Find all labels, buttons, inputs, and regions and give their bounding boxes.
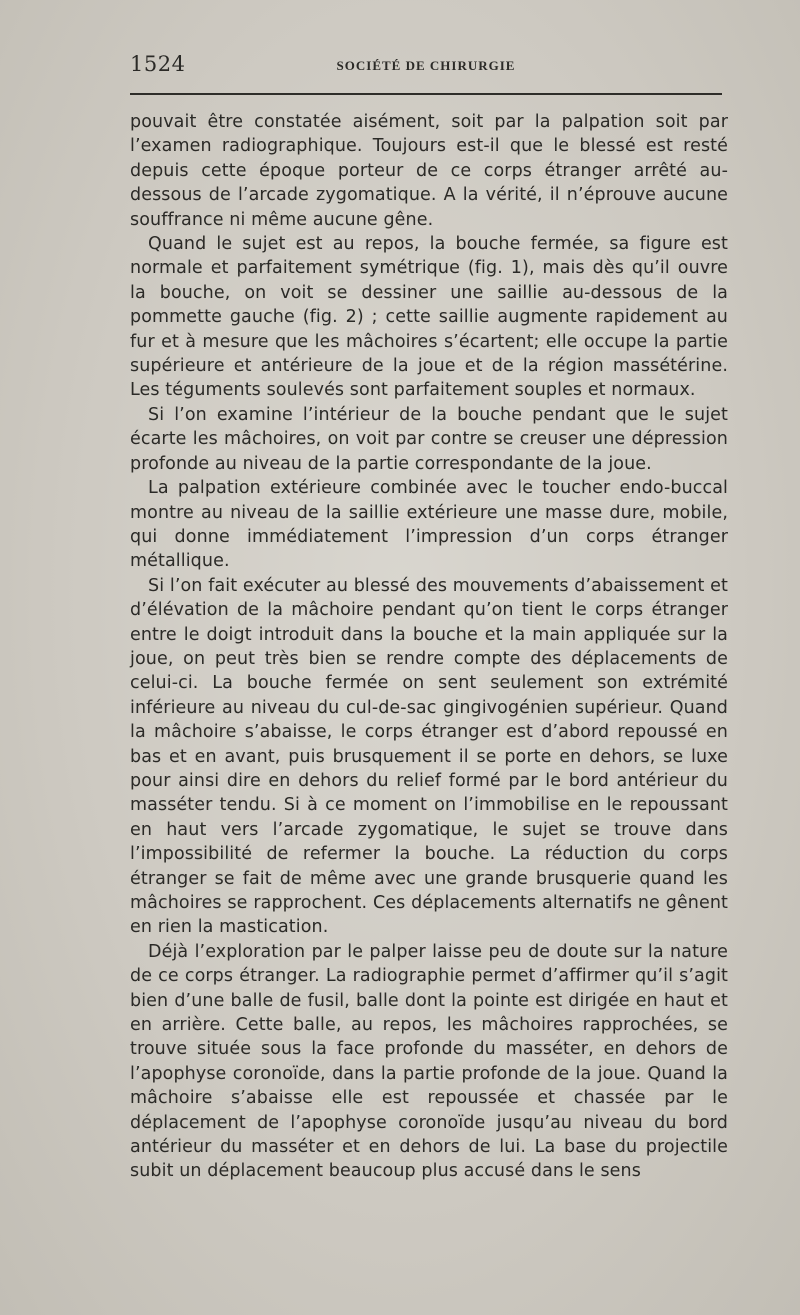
running-head: SOCIÉTÉ DE CHIRURGIE <box>336 58 516 73</box>
paragraph-1: pouvait être constatée aisément, soit par la palpation soit par l’examen radiographique. Toujours est-il que le blessé est resté depuis cette époque porteur de ce corps étranger arrêté au-dessous de l’arcade zygomatique. A la vérité, il n’éprouve aucune souffrance ni même aucune gêne. <box>130 112 728 230</box>
page-number: 1524 <box>130 52 186 76</box>
paragraph-4: La palpation extérieure combinée avec le toucher endo-buccal montre au niveau de la saillie extérieure une masse dure, mobile, qui donne immédiatement l’impression d’un corps étranger métallique. <box>130 478 728 572</box>
page-header <box>130 52 722 82</box>
paragraph-3: Si l’on examine l’intérieur de la bouche pendant que le sujet écarte les mâchoires, on voit par contre se creuser une dépression profonde au niveau de la partie correspondante de la joue. <box>130 404 728 474</box>
paragraph-5: Si l’on fait exécuter au blessé des mouvements d’abaissement et d’élévation de la mâchoire pendant qu’on tient le corps étranger entre le doigt introduit dans la bouche et la main appliquée sur la joue, on peut très bien se rendre compte des déplacements de celui-ci. La bouche fermée on sent seulement son extrémité inférieure au niveau du cul-de-sac gingivogénien supérieur. Quand la mâchoire s’abaisse, le corps étranger est d’abord repoussé en bas et en avant, puis brusquement il se porte en dehors, se luxe pour ainsi dire en dehors du relief formé par le bord antérieur du masséter tendu. Si à ce moment on l’immobilise en le repoussant en haut vers l’arcade zygomatique, le sujet se trouve dans l’impossibilité de refermer la bouche. La réduction du corps étranger se fait de même avec une grande brusquerie quand les mâchoires se rapprochent. Ces déplacements alternatifs ne gênent en rien la mastication. <box>130 575 728 938</box>
paragraph-2: Quand le sujet est au repos, la bouche fermée, sa figure est normale et parfaitement symétrique (fig. 1), mais dès qu’il ouvre la bouche, on voit se dessiner une saillie au-dessous de la pommette gauche (fig. 2) ; cette saillie augmente rapidement au fur et à mesure que les mâchoires s’écartent; elle occupe la partie supérieure et antérieure de la joue et de la région massétérine. Les téguments soulevés sont parfaitement souples et normaux. <box>130 234 728 401</box>
header-rule <box>130 93 722 95</box>
paragraph-6: Déjà l’exploration par le palper laisse peu de doute sur la nature de ce corps étranger. La radiographie permet d’affirmer qu’il s’agit bien d’une balle de fusil, balle dont la pointe est dirigée en haut et en arrière. Cette balle, au repos, les mâchoires rapprochées, se trouve située sous la face profonde du masséter, en dehors de l’apophyse coronoïde, dans la partie profonde de la joue. Quand la mâchoire s’abaisse elle est repoussée et chassée par le déplacement de l’apophyse coronoïde jusqu’au niveau du bord antérieur du masséter et en dehors de lui. La base du projectile subit un déplacement beaucoup plus accusé dans le sens <box>130 941 728 1182</box>
body-text <box>130 110 728 1184</box>
